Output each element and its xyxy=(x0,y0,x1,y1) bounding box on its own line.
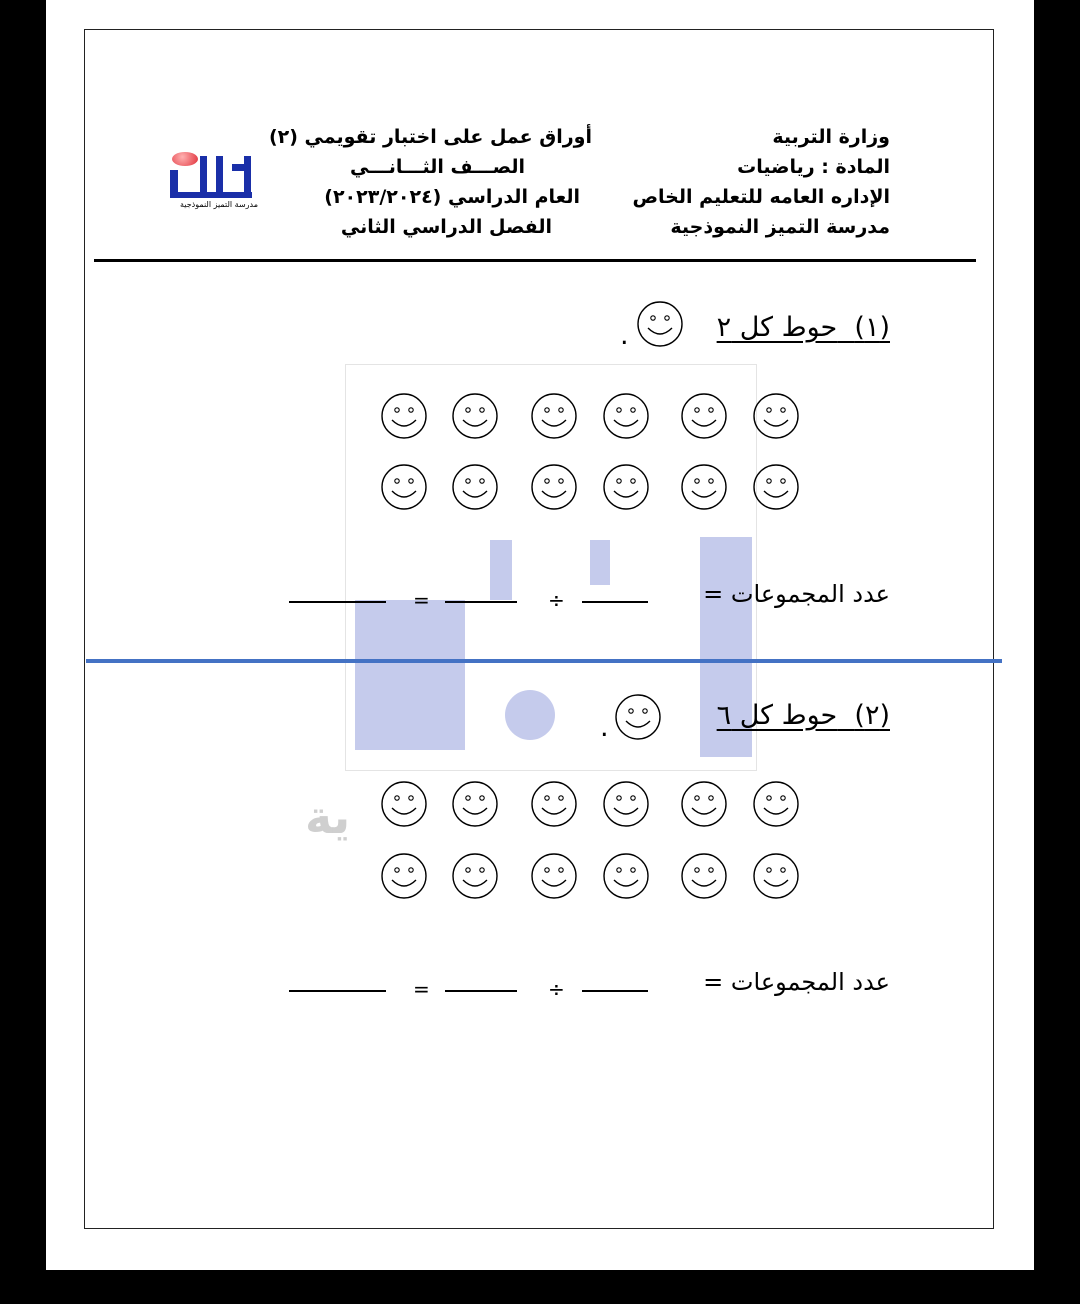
logo-mark xyxy=(200,156,207,196)
department-label: الإداره العامه للتعليم الخاص xyxy=(632,186,890,208)
smiley-icon[interactable] xyxy=(680,780,728,828)
question-1-blank-1[interactable] xyxy=(582,601,648,603)
question-2-divide-sign: ÷ xyxy=(548,977,565,1001)
watermark-text: ية xyxy=(305,790,351,844)
question-2-period: . xyxy=(600,712,609,743)
logo-mark xyxy=(170,170,178,198)
section-divider xyxy=(86,659,1002,663)
smiley-icon[interactable] xyxy=(451,463,499,511)
question-2-number: (٢) xyxy=(854,700,890,731)
smiley-icon[interactable] xyxy=(752,852,800,900)
school-year-label: العام الدراسي (٢٠٢٣/٢٠٢٤) xyxy=(324,186,580,208)
header-rule xyxy=(94,259,976,262)
question-2-equation-label: عدد المجموعات = xyxy=(703,968,890,996)
logo-mark xyxy=(244,156,251,196)
logo-mark xyxy=(170,192,252,198)
smiley-icon[interactable] xyxy=(680,852,728,900)
smiley-icon[interactable] xyxy=(752,392,800,440)
question-2-title xyxy=(717,700,890,731)
smiley-icon[interactable] xyxy=(602,392,650,440)
school-logo xyxy=(160,150,260,212)
logo-dot-icon xyxy=(172,152,198,166)
question-2-equals-sign: = xyxy=(413,977,430,1001)
smiley-icon[interactable] xyxy=(380,392,428,440)
smiley-icon[interactable] xyxy=(602,780,650,828)
smiley-icon[interactable] xyxy=(451,852,499,900)
ministry-label: وزارة التربية xyxy=(772,126,890,148)
question-1-number: (١) xyxy=(854,312,890,343)
smiley-icon[interactable] xyxy=(451,392,499,440)
smiley-icon[interactable] xyxy=(752,780,800,828)
smiley-icon[interactable] xyxy=(530,392,578,440)
question-1-answer-blank[interactable] xyxy=(289,601,386,603)
smiley-icon[interactable] xyxy=(602,852,650,900)
watermark-letter-3 xyxy=(590,540,610,585)
smiley-icon[interactable] xyxy=(380,780,428,828)
question-1-title xyxy=(717,312,890,343)
watermark-letter-2 xyxy=(490,540,512,600)
grade-label: الصـــف الثـــانـــي xyxy=(350,156,525,178)
watermark-letter-1 xyxy=(355,600,465,750)
smiley-icon[interactable] xyxy=(380,463,428,511)
example-smiley-icon xyxy=(614,693,662,741)
logo-caption: مدرسة التميز النموذجية xyxy=(180,200,258,209)
question-1-equation-label: عدد المجموعات = xyxy=(703,580,890,608)
watermark-letter-5 xyxy=(505,690,555,740)
smiley-icon[interactable] xyxy=(380,852,428,900)
semester-label: الفصل الدراسي الثاني xyxy=(340,216,552,238)
question-1-equals-sign: = xyxy=(413,588,430,612)
question-1-instruction: حوط كل ٢ xyxy=(716,312,838,343)
smiley-icon[interactable] xyxy=(530,852,578,900)
smiley-icon[interactable] xyxy=(530,463,578,511)
subject-label: المادة : رياضيات xyxy=(737,156,890,178)
question-1-blank-2[interactable] xyxy=(445,601,517,603)
smiley-icon[interactable] xyxy=(680,463,728,511)
example-smiley-icon xyxy=(636,300,684,348)
school-name-label: مدرسة التميز النموذجية xyxy=(670,216,890,238)
question-2-answer-blank[interactable] xyxy=(289,990,386,992)
smiley-icon[interactable] xyxy=(680,392,728,440)
smiley-icon[interactable] xyxy=(530,780,578,828)
worksheet-title: أوراق عمل على اختبار تقويمي (٢) xyxy=(268,126,592,148)
question-1-divide-sign: ÷ xyxy=(548,588,565,612)
question-2-blank-1[interactable] xyxy=(582,990,648,992)
smiley-icon[interactable] xyxy=(602,463,650,511)
question-1-period: . xyxy=(620,320,629,351)
smiley-icon[interactable] xyxy=(451,780,499,828)
question-2-blank-2[interactable] xyxy=(445,990,517,992)
smiley-icon[interactable] xyxy=(752,463,800,511)
question-2-instruction: حوط كل ٦ xyxy=(716,700,838,731)
logo-mark xyxy=(216,156,223,196)
